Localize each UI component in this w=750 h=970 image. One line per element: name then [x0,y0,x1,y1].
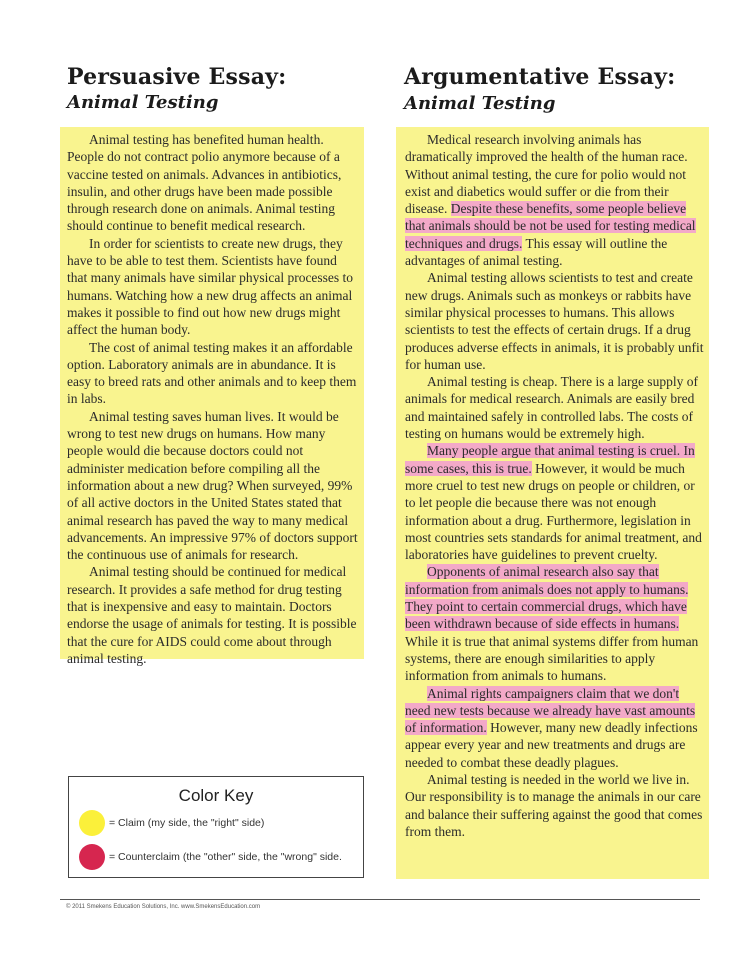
color-key-title: Color Key [178,786,254,805]
argumentative-subtitle: Animal Testing [404,93,556,114]
argumentative-paragraph-7: Animal testing is needed in the world we live in. Our responsibility is to manage the animals in our care and balance their suffering against the good that comes from them. [405,771,703,839]
persuasive-title: Persuasive Essay: [67,64,287,90]
counterclaim-key-label: = Counterclaim (the "other" side, the "wrong" side. [109,851,342,863]
argumentative-paragraph-6 [405,685,705,771]
claim-key-row [79,810,264,836]
persuasive-paragraph-3: The cost of animal testing makes it an affordable option. Laboratory animals are in abundance. It is easy to breed rats and other animals and to keep them in labs. [67,339,357,407]
argumentative-paragraph-4 [405,442,705,563]
persuasive-paragraph-5: Animal testing should be continued for medical research. It provides a safe method for drug testing that is inexpensive and easy to maintain. Doctors endorse the usage of animals for testing. It is possible that the cure for AIDS could come about through animal testing. [67,564,357,666]
argumentative-paragraph-1 [405,131,705,269]
counterclaim-text: Despite these benefits, some people believe that animals should be not be used for testing medical techniques and drugs. [405,201,696,251]
persuasive-paragraph-2: In order for scientists to create new drugs, they have to be able to test them. Scientists have found that many animals have similar physical processes to humans. Watching how a new drug affects an animal makes it possible to find out how new drugs might affect the human body. [67,235,354,338]
persuasive-essay-body [60,127,364,666]
claim-text: However, many new deadly infections appear every year and new treatments and drugs are needed to combat these deadly plagues. [405,720,698,770]
red-dot-icon [79,844,105,870]
claim-text: While it is true that animal systems differ from human systems, there are enough similarities to apply information from animals to humans. [405,633,699,684]
persuasive-subtitle: Animal Testing [67,92,219,113]
argumentative-paragraph-3: Animal testing is cheap. There is a large supply of animals for medical research. Animals are easily bred and maintained safely in controlled labs. The costs of testing on humans would be extremely high. [405,374,698,442]
persuasive-paragraph-1: Animal testing has benefited human health. People do not contract polio anymore because of a vaccine tested on animals. Advances in antibiotics, insulin, and other drugs have been made possible through research done on animals. Animal testing should continue to benefit medical research. [67,132,342,234]
claim-text: However, it would be much more cruel to test new drugs on people or children, or to let people die because there was not enough information about a drug. Furthermore, legislation in most countries sets standards for animal treatment, and laboratories have guidelines to prevent cruelty. [405,460,702,563]
claim-key-label: = Claim (my side, the "right" side) [109,817,265,829]
color-key-box [68,776,364,878]
yellow-dot-icon [79,810,105,836]
argumentative-paragraph-5 [405,563,705,684]
counterclaim-text: Animal rights campaigners claim that we don't need new tests because we already have vast amounts of information. [405,685,696,736]
argumentative-title: Argumentative Essay: [404,64,676,90]
persuasive-paragraph-4: Animal testing saves human lives. It would be wrong to test new drugs on humans. How many people would die because doctors could not administer medication before compiling all the information about a new drug? When surveyed, 99% of all active doctors in the United States stated that animal research has paved the way to many medical advancements. An impressive 97% of doctors support the continuous use of animals for research. [67,408,358,563]
footer-divider [60,899,700,900]
argumentative-essay-body [396,127,709,879]
counterclaim-text: Many people argue that animal testing is cruel. In some cases, this is true. [405,443,695,476]
counterclaim-text: Opponents of animal research also say that information from animals does not apply to humans. They point to certain commercial drugs, which have been withdrawn because of side effects in humans. [405,564,689,632]
counterclaim-key-row [79,844,342,870]
argumentative-paragraph-2: Animal testing allows scientists to test and create new drugs. Animals such as monkeys or rabbits have similar physical processes to humans. This allows scientists to test the effects of certain drugs. If a drug produces adverse effects in animals, it is probably unfit for human use. [405,270,704,372]
claim-text: This essay will outline the advantages of animal testing. [405,235,668,269]
claim-text: Medical research involving animals has dramatically improved the health of the human race. Without animal testing, the cure for polio would not exist and diabetics would suffer or die from their disease. [405,132,688,217]
footer-copyright: © 2011 Smekens Education Solutions, Inc. www.SmekensEducation.com [66,904,261,910]
